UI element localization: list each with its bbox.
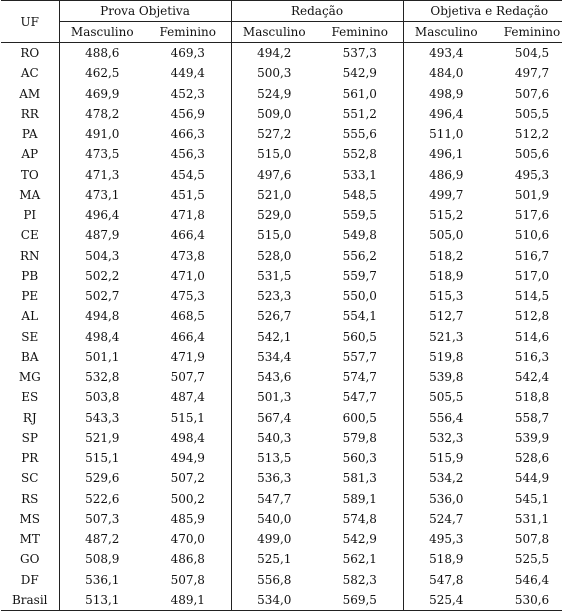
value-cell: 484,0 (403, 63, 489, 83)
value-cell: 515,0 (231, 144, 317, 164)
value-cell: 560,3 (342, 451, 377, 466)
value-cell: 487,2 (59, 529, 145, 549)
table-row (1, 165, 562, 185)
table-row (1, 428, 562, 448)
value-cell: 542,1 (231, 327, 317, 347)
uf-cell: SP (21, 430, 38, 445)
uf-cell: PI (23, 208, 37, 223)
value-cell: 534,0 (231, 590, 317, 611)
value-cell: 508,9 (59, 549, 145, 569)
value-cell: 466,3 (170, 127, 205, 142)
value-cell: 518,8 (514, 390, 550, 405)
value-cell: 507,8 (170, 572, 205, 587)
value-cell: 545,1 (514, 491, 550, 506)
value-cell: 498,9 (403, 84, 489, 104)
value-cell: 466,4 (170, 228, 205, 243)
header-feminino: Feminino (317, 22, 403, 43)
table-row (1, 286, 562, 306)
header-feminino: Feminino (489, 22, 562, 43)
value-cell: 521,3 (403, 327, 489, 347)
value-cell: 556,8 (231, 570, 317, 590)
header-masculino: Masculino (231, 22, 317, 43)
value-cell: 494,9 (170, 451, 205, 466)
header-group-prova-objetiva: Prova Objetiva (59, 1, 231, 22)
value-cell: 499,7 (403, 185, 489, 205)
value-cell: 539,9 (514, 430, 550, 445)
value-cell: 497,7 (514, 66, 550, 81)
value-cell: 504,5 (514, 46, 550, 61)
value-cell: 507,2 (170, 471, 205, 486)
value-cell: 543,6 (231, 367, 317, 387)
uf-cell: AP (21, 147, 39, 162)
value-cell: 513,5 (231, 448, 317, 468)
value-cell: 550,0 (342, 289, 377, 304)
value-cell: 542,4 (514, 370, 550, 385)
value-cell: 515,9 (403, 448, 489, 468)
header-masculino: Masculino (59, 22, 145, 43)
value-cell: 589,1 (342, 491, 377, 506)
value-cell: 491,0 (59, 124, 145, 144)
value-cell: 486,9 (403, 165, 489, 185)
table-body (1, 43, 562, 611)
value-cell: 579,8 (342, 430, 377, 445)
table-row (1, 590, 562, 611)
value-cell: 525,5 (514, 552, 550, 567)
header-masculino: Masculino (403, 22, 489, 43)
value-cell: 469,3 (170, 46, 205, 61)
value-cell: 473,1 (59, 185, 145, 205)
value-cell: 531,1 (514, 511, 550, 526)
value-cell: 514,6 (514, 329, 550, 344)
table-row (1, 327, 562, 347)
uf-cell: SC (21, 471, 39, 486)
uf-cell: PB (21, 268, 39, 283)
table-row (1, 448, 562, 468)
value-cell: 507,8 (514, 532, 550, 547)
value-cell: 498,4 (59, 327, 145, 347)
value-cell: 536,1 (59, 570, 145, 590)
value-cell: 462,5 (59, 63, 145, 83)
value-cell: 554,1 (342, 309, 377, 324)
value-cell: 496,4 (59, 205, 145, 225)
uf-cell: RN (19, 248, 40, 263)
value-cell: 539,8 (403, 367, 489, 387)
value-cell: 493,4 (403, 43, 489, 64)
value-cell: 528,0 (231, 246, 317, 266)
value-cell: 532,8 (59, 367, 145, 387)
value-cell: 533,1 (342, 167, 377, 182)
value-cell: 519,8 (403, 347, 489, 367)
table-row (1, 63, 562, 83)
table-row (1, 124, 562, 144)
value-cell: 512,8 (514, 309, 550, 324)
value-cell: 495,3 (514, 167, 550, 182)
uf-cell: AC (20, 66, 39, 81)
value-cell: 471,0 (170, 268, 205, 283)
value-cell: 559,7 (342, 268, 377, 283)
value-cell: 471,9 (170, 349, 205, 364)
value-cell: 521,0 (231, 185, 317, 205)
uf-cell: MA (19, 187, 41, 202)
value-cell: 537,3 (342, 46, 377, 61)
uf-cell: RO (20, 46, 40, 61)
value-cell: 468,5 (170, 309, 205, 324)
uf-cell: DF (20, 572, 39, 587)
value-cell: 501,3 (231, 387, 317, 407)
table-row (1, 306, 562, 326)
value-cell: 548,5 (342, 187, 377, 202)
table-row (1, 387, 562, 407)
value-cell: 517,6 (514, 208, 550, 223)
uf-cell: AL (21, 309, 39, 324)
value-cell: 534,2 (403, 468, 489, 488)
value-cell: 517,0 (514, 268, 550, 283)
value-cell: 503,8 (59, 387, 145, 407)
value-cell: 451,5 (170, 187, 205, 202)
value-cell: 466,4 (170, 329, 205, 344)
data-table-container (1, 0, 561, 611)
value-cell: 521,9 (59, 428, 145, 448)
table-row (1, 185, 562, 205)
value-cell: 562,1 (342, 552, 377, 567)
uf-cell: RJ (22, 410, 37, 425)
table-row (1, 529, 562, 549)
value-cell: 558,7 (514, 410, 550, 425)
value-cell: 486,8 (170, 552, 205, 567)
value-cell: 471,3 (59, 165, 145, 185)
value-cell: 485,9 (170, 511, 205, 526)
value-cell: 449,4 (170, 66, 205, 81)
value-cell: 524,7 (403, 509, 489, 529)
header-feminino: Feminino (145, 22, 231, 43)
value-cell: 516,7 (514, 248, 550, 263)
value-cell: 501,1 (59, 347, 145, 367)
value-cell: 473,8 (170, 248, 205, 263)
value-cell: 507,6 (514, 86, 550, 101)
value-cell: 510,6 (514, 228, 550, 243)
value-cell: 494,2 (231, 43, 317, 64)
value-cell: 540,3 (231, 428, 317, 448)
uf-cell: PA (21, 127, 38, 142)
value-cell: 505,6 (514, 147, 550, 162)
value-cell: 505,5 (403, 387, 489, 407)
value-cell: 488,6 (59, 43, 145, 64)
value-cell: 518,9 (403, 266, 489, 286)
value-cell: 518,2 (403, 246, 489, 266)
table-row (1, 205, 562, 225)
value-cell: 515,2 (403, 205, 489, 225)
value-cell: 500,3 (231, 63, 317, 83)
value-cell: 496,1 (403, 144, 489, 164)
value-cell: 523,3 (231, 286, 317, 306)
value-cell: 495,3 (403, 529, 489, 549)
value-cell: 489,1 (145, 590, 231, 611)
uf-cell: PE (21, 289, 39, 304)
value-cell: 532,3 (403, 428, 489, 448)
value-cell: 505,0 (403, 225, 489, 245)
value-cell: 582,3 (342, 572, 377, 587)
value-cell: 525,1 (231, 549, 317, 569)
uf-cell: SE (21, 329, 39, 344)
value-cell: 559,5 (342, 208, 377, 223)
value-cell: 470,0 (170, 532, 205, 547)
value-cell: 514,5 (514, 289, 550, 304)
table-row (1, 570, 562, 590)
table-row (1, 225, 562, 245)
value-cell: 499,0 (231, 529, 317, 549)
uf-cell: GO (20, 552, 40, 567)
value-cell: 515,1 (59, 448, 145, 468)
value-cell: 529,0 (231, 205, 317, 225)
value-cell: 544,9 (514, 471, 550, 486)
value-cell: 500,2 (170, 491, 205, 506)
value-cell: 526,7 (231, 306, 317, 326)
value-cell: 487,4 (170, 390, 205, 405)
value-cell: 524,9 (231, 84, 317, 104)
header-uf: UF (1, 1, 59, 43)
value-cell: 552,8 (342, 147, 377, 162)
value-cell: 511,0 (403, 124, 489, 144)
value-cell: 497,6 (231, 165, 317, 185)
uf-cell: BA (21, 349, 39, 364)
value-cell: 529,6 (59, 468, 145, 488)
value-cell: 574,7 (342, 370, 377, 385)
value-cell: 469,9 (59, 84, 145, 104)
value-cell: 456,9 (170, 106, 205, 121)
value-cell: 536,0 (403, 489, 489, 509)
value-cell: 542,9 (342, 532, 377, 547)
table-row (1, 43, 562, 64)
table-row (1, 509, 562, 529)
uf-cell: ES (21, 390, 39, 405)
value-cell: 567,4 (231, 408, 317, 428)
value-cell: 547,7 (231, 489, 317, 509)
value-cell: 546,4 (514, 572, 550, 587)
value-cell: 556,2 (342, 248, 377, 263)
value-cell: 507,3 (59, 509, 145, 529)
value-cell: 536,3 (231, 468, 317, 488)
table-row (1, 84, 562, 104)
table-row (1, 144, 562, 164)
value-cell: 527,2 (231, 124, 317, 144)
value-cell: 515,3 (403, 286, 489, 306)
value-cell: 543,3 (59, 408, 145, 428)
value-cell: 456,3 (170, 147, 205, 162)
value-cell: 478,2 (59, 104, 145, 124)
uf-cell: Brasil (1, 590, 59, 611)
table-row (1, 347, 562, 367)
uf-cell: CE (20, 228, 39, 243)
value-cell: 512,7 (403, 306, 489, 326)
value-cell: 530,6 (489, 590, 562, 611)
value-cell: 522,6 (59, 489, 145, 509)
table-row (1, 549, 562, 569)
scores-by-state-table (1, 0, 562, 611)
table-header (1, 1, 562, 43)
value-cell: 501,9 (514, 187, 550, 202)
value-cell: 513,1 (59, 590, 145, 611)
table-row (1, 489, 562, 509)
uf-cell: MS (19, 511, 40, 526)
value-cell: 525,4 (403, 590, 489, 611)
value-cell: 569,5 (317, 590, 403, 611)
table-row (1, 266, 562, 286)
value-cell: 556,4 (403, 408, 489, 428)
uf-cell: PR (21, 451, 39, 466)
table-row (1, 408, 562, 428)
table-row (1, 468, 562, 488)
header-group-objetiva-e-redacao: Objetiva e Redação (403, 1, 562, 22)
value-cell: 557,7 (342, 349, 377, 364)
value-cell: 560,5 (342, 329, 377, 344)
value-cell: 549,8 (342, 228, 377, 243)
uf-cell: TO (20, 167, 39, 182)
value-cell: 542,9 (342, 66, 377, 81)
value-cell: 475,3 (170, 289, 205, 304)
value-cell: 534,4 (231, 347, 317, 367)
uf-cell: RS (21, 491, 39, 506)
value-cell: 555,6 (342, 127, 377, 142)
value-cell: 487,9 (59, 225, 145, 245)
value-cell: 581,3 (342, 471, 377, 486)
uf-cell: RR (20, 106, 39, 121)
value-cell: 502,7 (59, 286, 145, 306)
value-cell: 516,3 (514, 349, 550, 364)
value-cell: 502,2 (59, 266, 145, 286)
uf-cell: AM (19, 86, 41, 101)
value-cell: 505,5 (514, 106, 550, 121)
value-cell: 574,8 (342, 511, 377, 526)
value-cell: 512,2 (514, 127, 550, 142)
value-cell: 518,9 (403, 549, 489, 569)
value-cell: 561,0 (342, 86, 377, 101)
value-cell: 547,8 (403, 570, 489, 590)
value-cell: 547,7 (342, 390, 377, 405)
value-cell: 496,4 (403, 104, 489, 124)
value-cell: 494,8 (59, 306, 145, 326)
uf-cell: MT (19, 532, 40, 547)
value-cell: 471,8 (170, 208, 205, 223)
uf-cell: MG (18, 370, 41, 385)
value-cell: 600,5 (342, 410, 377, 425)
value-cell: 531,5 (231, 266, 317, 286)
value-cell: 509,0 (231, 104, 317, 124)
table-row (1, 246, 562, 266)
value-cell: 498,4 (170, 430, 205, 445)
value-cell: 515,1 (170, 410, 205, 425)
value-cell: 473,5 (59, 144, 145, 164)
value-cell: 515,0 (231, 225, 317, 245)
table-row (1, 104, 562, 124)
header-group-redacao: Redação (231, 1, 403, 22)
value-cell: 551,2 (342, 106, 377, 121)
value-cell: 504,3 (59, 246, 145, 266)
table-row (1, 367, 562, 387)
value-cell: 454,5 (170, 167, 205, 182)
value-cell: 507,7 (170, 370, 205, 385)
value-cell: 540,0 (231, 509, 317, 529)
value-cell: 452,3 (170, 86, 205, 101)
value-cell: 528,6 (514, 451, 550, 466)
